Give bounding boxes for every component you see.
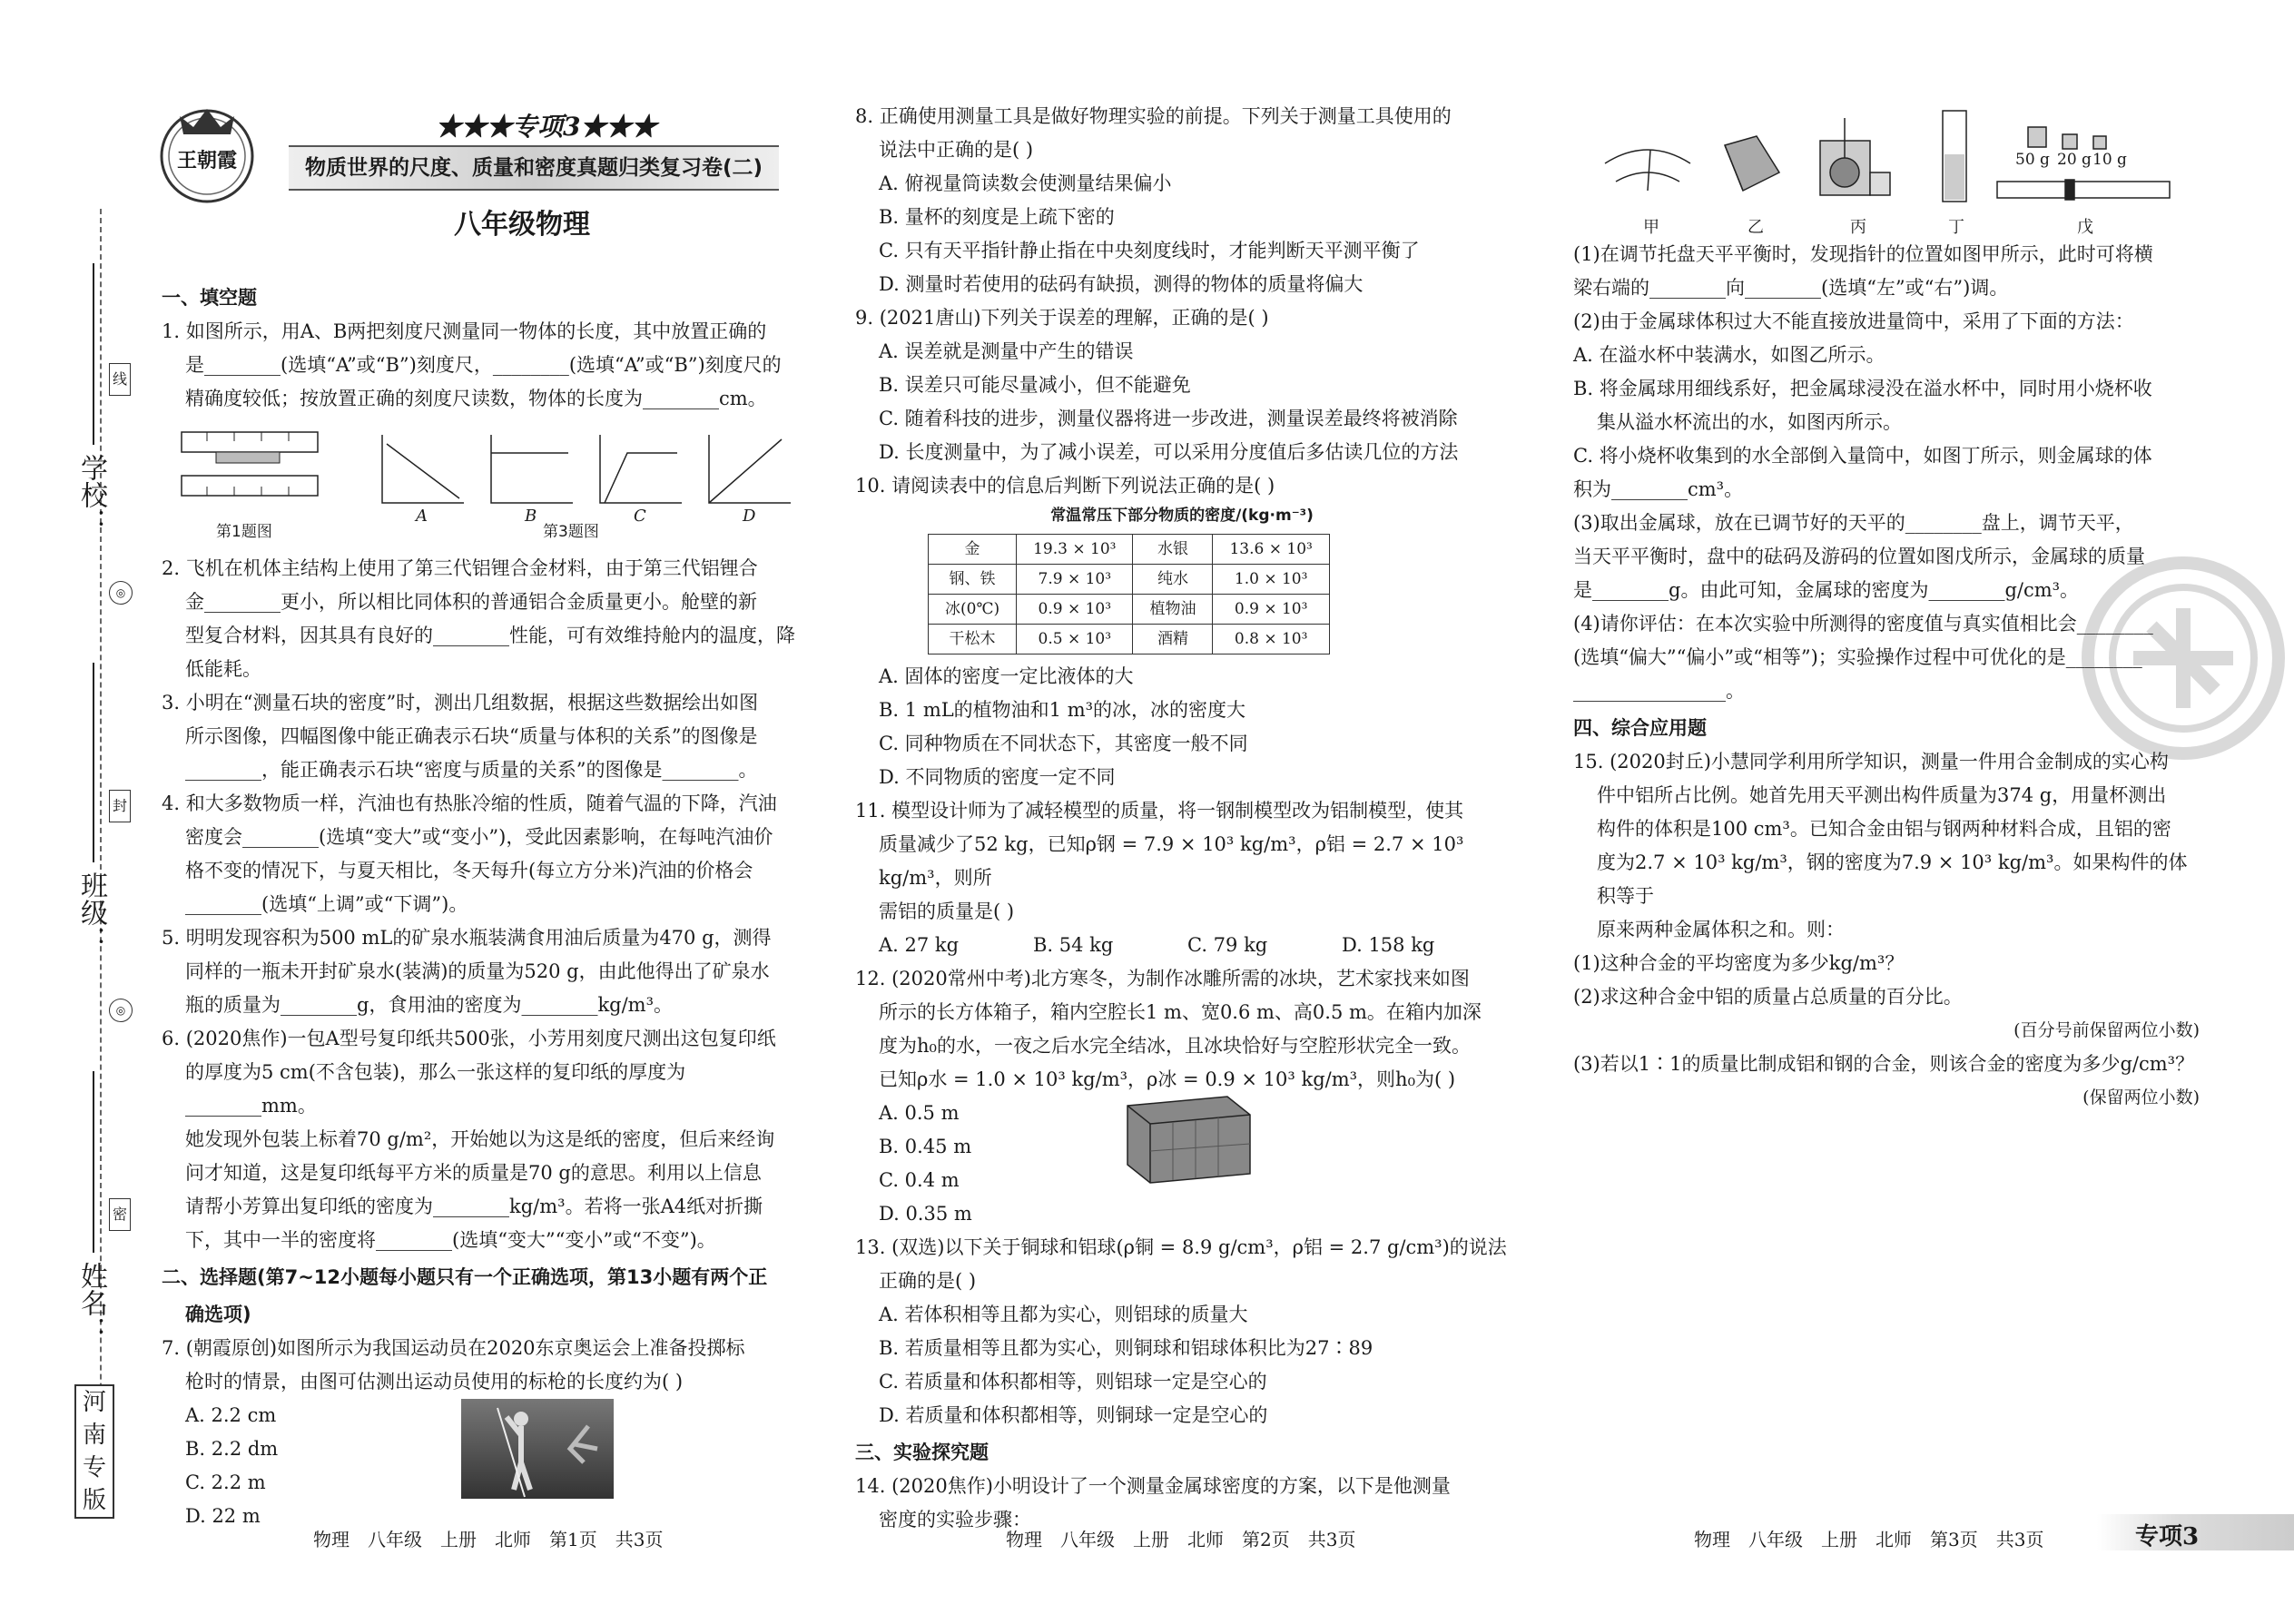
figure-caption: 第3题图 xyxy=(543,523,599,541)
question-text: 是________(选填“A”或“B”)刻度尺，________(选填“A”或“B”)刻度尺的 xyxy=(185,354,782,376)
option: A. 27 kg xyxy=(879,934,960,956)
figure-label: 乙 xyxy=(1748,218,1764,237)
question-text: 所示图像，四幅图像中能正确表示石块“质量与体积的关系”的图像是 xyxy=(185,725,758,747)
question-text: ________，能正确表示石块“密度与质量的关系”的图像是________。 xyxy=(185,759,758,781)
weight-label: 20 g xyxy=(2057,151,2092,169)
figure-label: 丁 xyxy=(1948,218,1964,237)
option: D. 若质量和体积都相等，则铜球一定是空心的 xyxy=(879,1404,1268,1426)
option: B. 误差只可能尽量减小，但不能避免 xyxy=(879,374,1191,396)
region-char: 河 xyxy=(82,1389,106,1416)
question-text: 枪时的情景，由图可估测出运动员使用的标枪的长度约为( ) xyxy=(185,1371,684,1393)
question-text: 密度会________(选填“变大”或“变小”)，受此因素影响，在每吨汽油价 xyxy=(185,826,773,848)
question-text: 5. 明明发现容积为500 mL的矿泉水瓶装满食用油后质量为470 g，测得 xyxy=(162,927,772,949)
option: A. 若体积相等且都为实心，则铝球的质量大 xyxy=(879,1304,1248,1325)
density-table xyxy=(928,534,1330,655)
question-text: 问才知道，这是复印纸每平方米的质量是70 g的意思。利用以上信息 xyxy=(185,1162,762,1184)
question-text: 说法中正确的是( ) xyxy=(879,139,1034,161)
question-text: (选填“偏大”“偏小”或“相等”)；实验操作过程中可优化的是________ xyxy=(1573,646,2142,668)
table-cell: 13.6 × 10³ xyxy=(1213,535,1329,565)
option: D. 长度测量中，为了减小误差，可以采用分度值后多估读几位的方法 xyxy=(879,441,1459,463)
school-label: 学校： xyxy=(75,454,107,536)
option: A. 俯视量筒读数会使测量结果偏小 xyxy=(879,172,1172,194)
table-cell: 干松木 xyxy=(929,625,1017,655)
question-text: 集从溢水杯流出的水，如图丙所示。 xyxy=(1597,411,1902,433)
watermark-stamp-icon xyxy=(2079,554,2288,763)
page-footer-3: 物理 八年级 上册 北师 第3页 共3页 xyxy=(1694,1529,2044,1550)
question-text: 当天平平衡时，盘中的砝码及游码的位置如图戊所示，金属球的质量 xyxy=(1573,546,2145,567)
table-row xyxy=(929,595,1330,625)
seal-line-mark: 线 xyxy=(109,363,131,396)
figure-caption: 第1题图 xyxy=(216,523,272,541)
figure-label: 丙 xyxy=(1850,218,1866,237)
option: D. 0.35 m xyxy=(879,1203,972,1225)
brand-logo xyxy=(153,98,261,207)
section-heading: 二、选择题(第7~12小题每小题只有一个正确选项，第13小题有两个正 xyxy=(162,1266,768,1288)
page-title: 物质世界的尺度、质量和密度真题归类复习卷(二) xyxy=(304,156,763,180)
table-cell: 0.8 × 10³ xyxy=(1213,625,1329,655)
question-text: 的厚度为5 cm(不含包装)，那么一张这样的复印纸的厚度为________mm。 xyxy=(185,1061,686,1117)
question-text: 积为________cm³。 xyxy=(1573,478,1744,500)
column-1 xyxy=(162,278,815,1533)
question-text: ________________。 xyxy=(1573,680,1745,702)
seal-dot-icon: ◎ xyxy=(109,581,133,605)
question-text: B. 将金属球用细线系好，把金属球浸没在溢水杯中，同时用小烧杯收 xyxy=(1573,378,2152,399)
question-text: 2. 飞机在机体主结构上使用了第三代铝锂合金材料，由于第三代铝锂合 xyxy=(162,557,758,579)
graph-label: A xyxy=(416,507,428,526)
school-field[interactable] xyxy=(93,263,94,445)
option: C. 2.2 m xyxy=(185,1471,266,1493)
question-text: ________(选填“上调”或“下调”)。 xyxy=(185,893,468,915)
page-footer-2: 物理 八年级 上册 北师 第2页 共3页 xyxy=(1006,1529,1356,1550)
q12-options xyxy=(855,1097,1509,1231)
class-label: 班级： xyxy=(75,871,107,953)
question-text: 需铝的质量是( ) xyxy=(879,901,1015,922)
question-text: 构件的体积是100 cm³。已知合金由铝与钢两种材料合成，且铝的密 xyxy=(1597,818,2171,840)
question-text: 金________更小，所以相比同体积的普通铝合金质量更小。舱壁的新 xyxy=(185,591,757,613)
graph-label: D xyxy=(743,507,756,526)
table-cell: 水银 xyxy=(1133,535,1213,565)
table-cell: 0.9 × 10³ xyxy=(1213,595,1329,625)
question-text: 低能耗。 xyxy=(185,658,261,680)
question-text: 请帮小芳算出复印纸的密度为________kg/m³。若将一张A4纸对折撕 xyxy=(185,1196,763,1217)
question-text: 1. 如图所示，用A、B两把刻度尺测量同一物体的长度，其中放置正确的 xyxy=(162,320,767,342)
option: B. 若质量相等且都为实心，则铜球和铝球体积比为27∶89 xyxy=(879,1337,1373,1359)
question-text: C. 将小烧杯收集到的水全部倒入量筒中，如图丁所示，则金属球的体 xyxy=(1573,445,2152,467)
question-text: 3. 小明在“测量石块的密度”时，测出几组数据，根据这些数据绘出如图 xyxy=(162,692,759,714)
option: B. 54 kg xyxy=(1033,934,1114,956)
option: C. 只有天平指针静止指在中央刻度线时，才能判断天平测平衡了 xyxy=(879,240,1420,261)
question-text: 15. (2020封丘)小慧同学利用所学知识，测量一件用合金制成的实心构 xyxy=(1573,751,2169,773)
question-text: 同样的一瓶未开封矿泉水(装满)的质量为520 g，由此他得出了矿泉水 xyxy=(185,960,770,982)
figure-label: 戊 xyxy=(2077,218,2093,237)
question-text: 是________g。由此可知，金属球的密度为________g/cm³。 xyxy=(1573,579,2080,601)
seal-seal-mark: 封 xyxy=(109,790,131,822)
ruler-figure xyxy=(180,423,325,514)
table-cell: 钢、铁 xyxy=(929,565,1017,595)
table-row xyxy=(929,565,1330,595)
note-text: (百分号前保留两位小数) xyxy=(2013,1020,2200,1040)
option: A. 误差就是测量中产生的错误 xyxy=(879,340,1134,362)
option: B. 1 mL的植物油和1 m³的冰，冰的密度大 xyxy=(879,699,1246,721)
question-text: (3)若以1∶1的质量比制成铝和钢的合金，则该合金的密度为多少g/cm³？ xyxy=(1573,1053,2195,1075)
q11-options xyxy=(855,929,1509,962)
region-badge xyxy=(74,1384,114,1519)
question-text: (2)求这种合金中铝的质量占总质量的百分比。 xyxy=(1573,986,1963,1008)
question-text: (4)请你评估：在本次实验中所测得的密度值与真实值相比会________ xyxy=(1573,613,2153,635)
option: D. 22 m xyxy=(185,1505,261,1527)
table-row xyxy=(929,625,1330,655)
series-title: ★★★专项3★★★ xyxy=(436,112,657,142)
question-text: (3)取出金属球，放在已调节好的天平的________盘上，调节天平， xyxy=(1573,512,2134,534)
name-label: 姓名： xyxy=(75,1262,107,1343)
question-text: 14. (2020焦作)小明设计了一个测量金属球密度的方案，以下是他测量 xyxy=(855,1475,1451,1497)
column-2 xyxy=(855,100,1509,1537)
table-row xyxy=(929,535,1330,565)
section-heading: 一、填空题 xyxy=(162,287,257,309)
question-text: A. 在溢水杯中装满水，如图乙所示。 xyxy=(1573,344,1885,366)
table-cell: 酒精 xyxy=(1133,625,1213,655)
javelin-photo xyxy=(461,1399,614,1499)
table-cell: 7.9 × 10³ xyxy=(1017,565,1133,595)
table-cell: 1.0 × 10³ xyxy=(1213,565,1329,595)
option: D. 不同物质的密度一定不同 xyxy=(879,766,1116,788)
weight-label: 10 g xyxy=(2092,151,2127,169)
question-text: 正确的是( ) xyxy=(879,1270,977,1292)
question-text: 4. 和大多数物质一样，汽油也有热胀冷缩的性质，随着气温的下降，汽油 xyxy=(162,792,777,814)
section-heading: 确选项) xyxy=(185,1304,251,1325)
box-figure xyxy=(1118,1078,1255,1187)
region-char: 南 xyxy=(82,1422,106,1449)
option: C. 随着科技的进步，测量仪器将进一步改进，测量误差最终将被消除 xyxy=(879,408,1458,429)
question-text: (1)在调节托盘天平平衡时，发现指针的位置如图甲所示，此时可将横 xyxy=(1573,243,2153,265)
option: C. 若质量和体积都相等，则铝球一定是空心的 xyxy=(879,1371,1267,1393)
option: C. 79 kg xyxy=(1187,934,1268,956)
logo-text: 王朝霞 xyxy=(176,149,237,172)
option: B. 量杯的刻度是上疏下密的 xyxy=(879,206,1115,228)
figure-label: 甲 xyxy=(1643,218,1659,237)
table-cell: 金 xyxy=(929,535,1017,565)
question-text: 质量减少了52 kg，已知ρ钢 = 7.9 × 10³ kg/m³，ρ铝 = 2.7 × 10³ kg/m³，则所 xyxy=(879,833,1464,889)
binding-sidebar xyxy=(0,0,127,1624)
question-text: 11. 模型设计师为了减轻模型的质量，将一钢制模型改为铝制模型，使其 xyxy=(855,800,1464,822)
question-text: 9. (2021唐山)下列关于误差的理解，正确的是( ) xyxy=(855,307,1269,329)
section-heading: 三、实验探究题 xyxy=(855,1442,989,1463)
question-text: 度为h₀的水，一夜之后水完全结冰，且冰块恰好与空腔形状完全一致。 xyxy=(879,1035,1471,1057)
seal-mi-mark: 密 xyxy=(109,1198,131,1231)
option: D. 测量时若使用的砝码有缺损，测得的物体的质量将偏大 xyxy=(879,273,1364,295)
apparatus-figure xyxy=(1598,100,2179,209)
question-text: (1)这种合金的平均密度为多少kg/m³？ xyxy=(1573,952,1905,974)
option: A. 0.5 m xyxy=(879,1102,960,1124)
question-text: 度为2.7 × 10³ kg/m³，钢的密度为7.9 × 10³ kg/m³。如果构件的体积等于 xyxy=(1597,851,2188,907)
question-text: 件中铝所占比例。她首先用天平测出构件质量为374 g，用量杯测出 xyxy=(1597,784,2167,806)
option: C. 同种物质在不同状态下，其密度一般不同 xyxy=(879,733,1248,754)
section-heading: 四、综合应用题 xyxy=(1573,717,1707,739)
experiment-figures xyxy=(1598,100,2179,236)
option: B. 2.2 dm xyxy=(185,1438,279,1460)
question-text: 密度的实验步骤： xyxy=(879,1509,1031,1530)
tab-label: 专项3 xyxy=(2135,1523,2200,1550)
table-cell: 0.5 × 10³ xyxy=(1017,625,1133,655)
page-footer-1: 物理 八年级 上册 北师 第1页 共3页 xyxy=(313,1529,664,1550)
option: A. 固体的密度一定比液体的大 xyxy=(879,665,1134,687)
seal-dot-icon: ◎ xyxy=(109,999,133,1022)
question-text: 所示的长方体箱子，箱内空腔长1 m、宽0.6 m、高0.5 m。在箱内加深 xyxy=(879,1001,1482,1023)
question-text: 她发现外包装上标着70 g/m²，开始她以为这是纸的密度，但后来经询 xyxy=(185,1128,775,1150)
question-text: 已知ρ水 = 1.0 × 10³ kg/m³，ρ冰 = 0.9 × 10³ kg/m³，则h₀为( ) xyxy=(879,1068,1456,1090)
question-text: 10. 请阅读表中的信息后判断下列说法正确的是( ) xyxy=(855,475,1275,497)
table-cell: 植物油 xyxy=(1133,595,1213,625)
option: D. 158 kg xyxy=(1342,934,1435,956)
question-text: 12. (2020常州中考)北方寒冬，为制作冰雕所需的冰块，艺术家找来如图 xyxy=(855,968,1470,989)
option: B. 0.45 m xyxy=(879,1136,972,1157)
table-cell: 0.9 × 10³ xyxy=(1017,595,1133,625)
table-title: 常温常压下部分物质的密度/(kg·m⁻³) xyxy=(1050,507,1314,525)
table-cell: 冰(0℃) xyxy=(929,595,1017,625)
question-text: 6. (2020焦作)一包A型号复印纸共500张，小芳用刻度尺测出这包复印纸 xyxy=(162,1028,776,1049)
option: A. 2.2 cm xyxy=(185,1404,277,1426)
question-text: 原来两种金属体积之和。则： xyxy=(1597,919,1845,940)
class-field[interactable] xyxy=(93,663,94,862)
question-text: 7. (朝霞原创)如图所示为我国运动员在2020东京奥运会上准备投掷标 xyxy=(162,1337,745,1359)
question-text: 精确度较低；按放置正确的刻度尺读数，物体的长度为________cm。 xyxy=(185,388,767,409)
table-cell: 纯水 xyxy=(1133,565,1213,595)
region-char: 版 xyxy=(82,1487,106,1514)
graph-label: B xyxy=(525,507,537,526)
region-char: 专 xyxy=(82,1454,106,1481)
question-text: 13. (双选)以下关于铜球和铝球(ρ铜 = 8.9 g/cm³，ρ铝 = 2.7 g/cm³)的说法 xyxy=(855,1236,1507,1258)
question-text: 型复合材料，因其具有良好的________性能，可有效维持舱内的温度，降 xyxy=(185,625,795,646)
note-text: (保留两位小数) xyxy=(2082,1088,2200,1107)
question-text: 瓶的质量为________g，食用油的密度为________kg/m³。 xyxy=(185,994,674,1016)
section-tab xyxy=(2097,1514,2294,1550)
table-cell: 19.3 × 10³ xyxy=(1017,535,1133,565)
option: C. 0.4 m xyxy=(879,1169,960,1191)
name-field[interactable] xyxy=(93,1071,94,1253)
graph-label: C xyxy=(634,507,646,526)
title-banner xyxy=(289,145,779,191)
q7-options xyxy=(162,1399,815,1533)
question-text: (2)由于金属球体积过大不能直接放进量筒中，采用了下面的方法： xyxy=(1573,310,2134,332)
figure-row-1-3 xyxy=(162,416,815,552)
subject-title: 八年级物理 xyxy=(454,209,590,241)
weight-label: 50 g xyxy=(2015,151,2050,169)
question-text: 梁右端的________向________(选填“左”或“右”)调。 xyxy=(1573,277,2009,299)
question-text: 8. 正确使用测量工具是做好物理实验的前提。下列关于测量工具使用的 xyxy=(855,105,1452,127)
graph-figures xyxy=(378,430,813,526)
question-text: 下，其中一半的密度将________(选填“变大”“变小”或“不变”)。 xyxy=(185,1229,716,1251)
question-text: 格不变的情况下，与夏天相比，冬天每升(每立方分米)汽油的价格会 xyxy=(185,860,753,881)
